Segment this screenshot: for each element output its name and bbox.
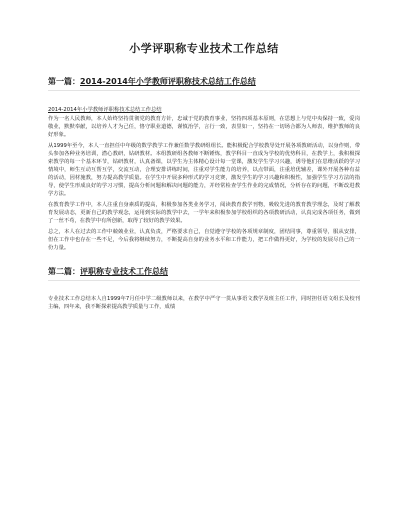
chapter-1-heading [48,76,360,91]
chapter-1-paragraph: 在教育教学工作中，本人注重自身素质的提高，积极参加各类业务学习，阅读教育教学刊物，吸收先进的教育教学理念，及时了解教育发展动态，更新自己的教学观念，运用到实际的教学中去，一学年来积极参加学校组织的各项教研活动，认真完成各项任务，做到了一丝不苟，在教学中有所创新，取得了较好的教学效果。 [48,202,360,224]
chapter-2-paragraph: 专业技术工作总结本人自1999年7月任中学二级教师以来，在教学中严守一贯从事语文教学及班主任工作，同时担任语文组长及校刊主编，四年来，我不断探索提高教学质量与工作，成绩 [48,296,360,310]
document-title: 小学评职称专业技术工作总结 [129,42,279,55]
chapter-1-subheading: 2014-2014年小学教师评职称技术总结工作总结 [48,107,162,113]
chapter-1-paragraph: 总之，本人在过去的工作中兢兢业业，认真负责，严格要求自己，自觉遵守学校的各项规章制度，团结同事，尊重领导，服从安排，但在工作中也存在一些不足，今后我将继续努力，不断提高自身的业务水平和工作能力，把工作做得更好，为学校的发展尽自己的一份力量。 [48,229,360,251]
chapter-1-prefix: 第一篇： [48,77,80,86]
chapter-2-prefix: 第二篇： [48,267,80,276]
chapter-2-title: 评职称专业技术工作总结 [80,267,168,276]
chapter-1-paragraph: 从1999年至今，本人一直担任中年级的数学教学工作兼任数学教研组组长。能积极配合学校教导处开展各项教研活动，以身作则，带头参加各种业务培训，潜心教研，钻研教材。本组教研组各教师不断锤炼，教学科目一直成为学校的优势科目，在教学上，我积极探索教学的每一个基本环节，钻研教材，认真备课，以学生为主体精心设计每一堂课，激发学生学习兴趣，诱导他们在思维活跃的学习情境中，师生互动互帮互学，交流互动，合理安排讲练时间，注重对学生能力的培养，以点带面，注重培优辅差，课外开展各种有益的活动，因材施教，努力提高教学质量。在学生中开展多种形式的学习竞赛，激发学生的学习兴趣和积极性，加强学生学习方法的指导，使学生形成良好的学习习惯，提高分析问题和解决问题的能力，并经常检查学生作业的完成情况，分析存在的问题，不断改进教学方法。 [48,143,360,197]
chapter-1-paragraph: 作为一名人民教师，本人始终坚持贯彻党的教育方针，忠诚于党的教育事业，坚持四项基本原则，在思想上与党中央保持一致，爱岗敬业，默默奉献，以培养人才为己任，恪守职业道德，谨慎治学，言行一致，表里如一，坚持在一切场合都为人师表，维护教师的良好形象。 [48,116,360,138]
chapter-1-title: 2014-2014年小学教师评职称技术总结工作总结 [80,77,256,86]
chapter-2-heading [48,266,360,281]
